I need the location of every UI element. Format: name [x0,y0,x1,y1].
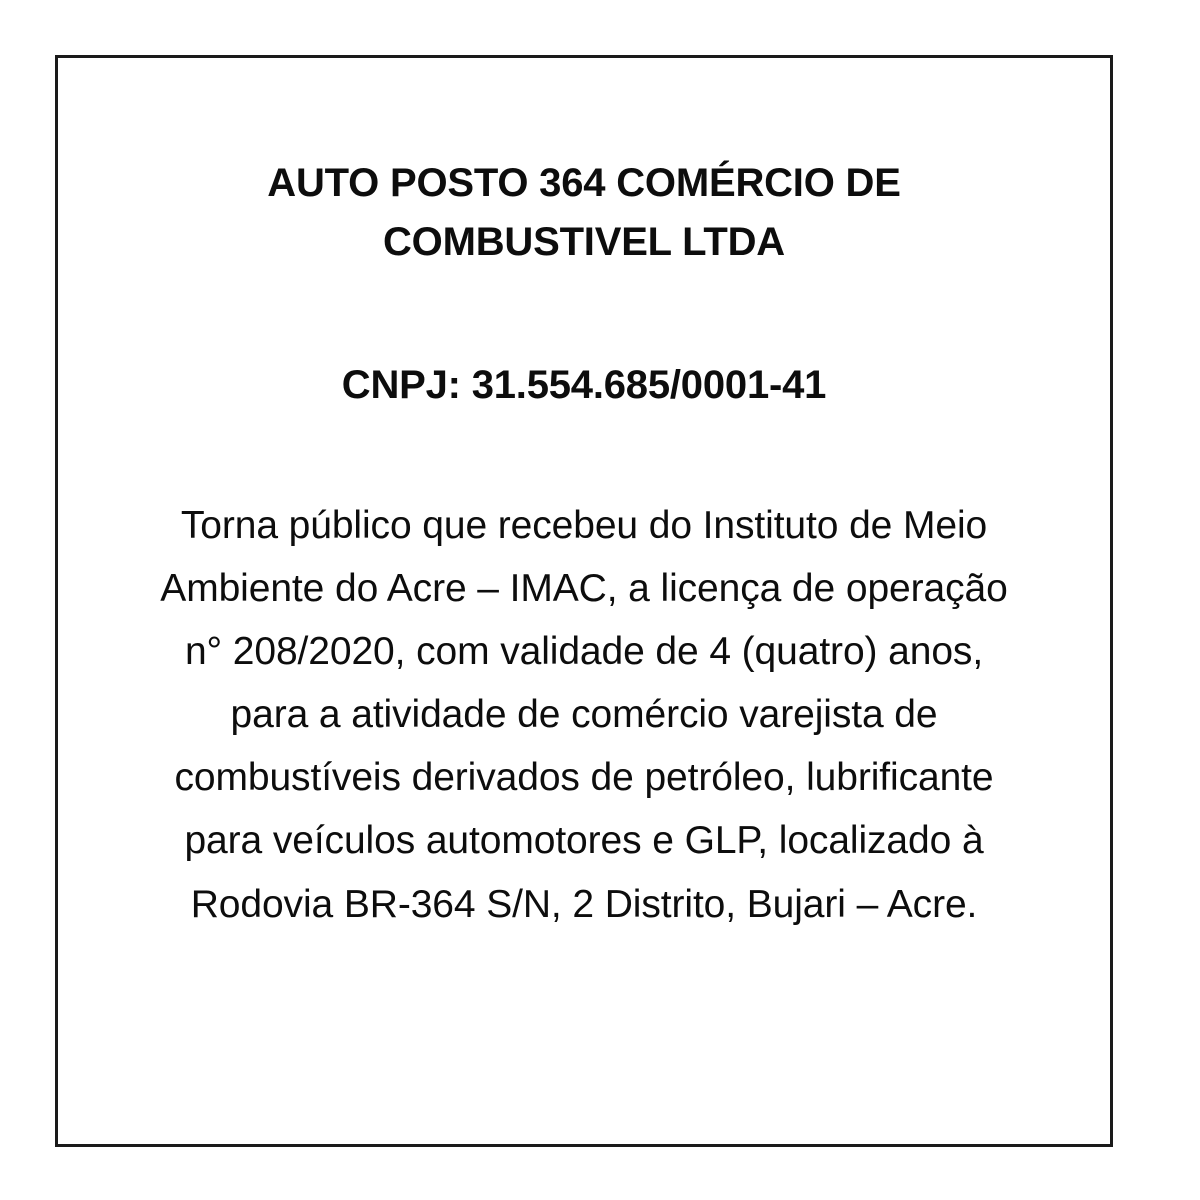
cnpj-line: CNPJ: 31.554.685/0001-41 [341,363,827,408]
notice-content [58,58,1110,1144]
notice-border-frame [55,55,1113,1147]
company-name-heading: AUTO POSTO 364 COMÉRCIO DE COMBUSTIVEL LTDA [267,161,901,265]
license-declaration-text: Torna público que recebeu do Instituto de Meio Ambiente do Acre – IMAC, a licença de operação n° 208/2020, com validade de 4 (quatro) anos, para a atividade de comércio varejista de combustíveis derivados de petróleo, lubrificante para veículos automotores e GLP, localizado à Rodovia BR-364 S/N, 2 Distrito, Bujari – Acre. [160,503,1008,926]
